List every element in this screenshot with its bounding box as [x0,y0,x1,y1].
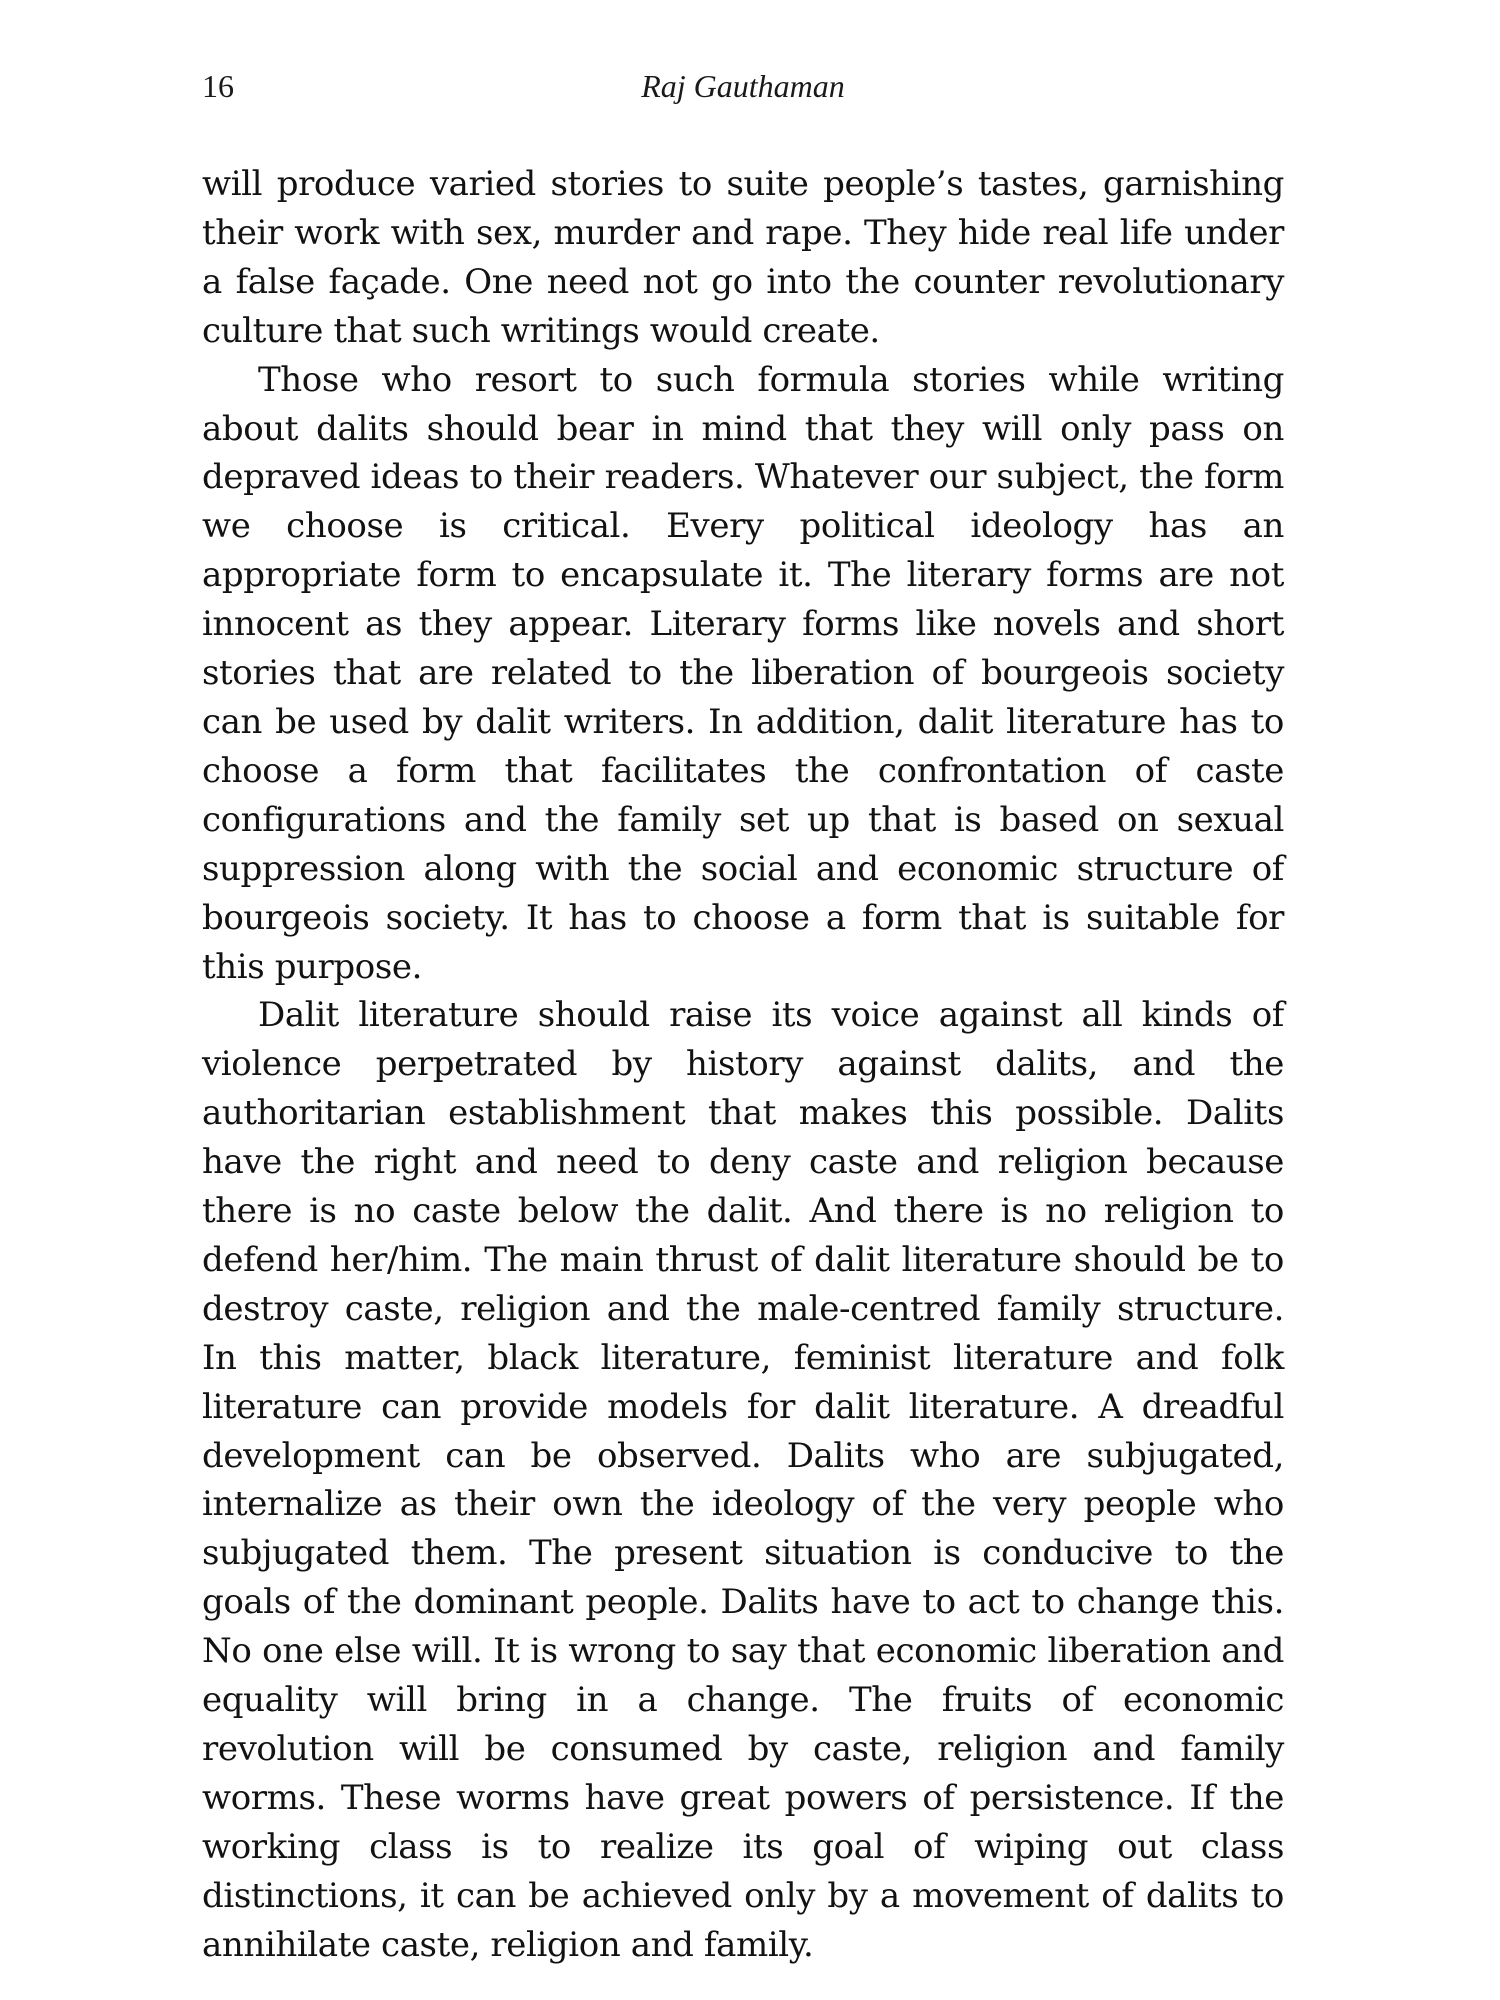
paragraph-2: Those who resort to such formula stories while writing about dalits should bear in mind that they will only pass on depraved ideas to their readers. Whatever our subject, the form we choose is critical. Every political ideology has an appropriate form to encapsulate it. The literary forms are not innocent as they appear. Literary forms like novels and short stories that are related to the liberation of bourgeois society can be used by dalit writers. In addition, dalit literature has to choose a form that facilitates the confrontation of caste configurations and the family set up that is based on sexual suppression along with the social and economic structure of bourgeois society. It has to choose a form that is suitable for this purpose. [202,359,1284,987]
page-number: 16 [202,68,234,104]
running-title: Raj Gauthaman [641,68,845,104]
body-text [202,160,1284,1970]
paragraph-3: Dalit literature should raise its voice against all kinds of violence perpetrated by history against dalits, and the authoritarian establishment that makes this possible. Dalits have the right and need to deny caste and religion because there is no caste below the dalit. And there is no religion to defend her/him. The main thrust of dalit literature should be to destroy caste, religion and the male-centred family structure. In this matter, black literature, feminist literature and folk literature can provide models for dalit literature. A dreadful development can be observed. Dalits who are subjugated, internalize as their own the ideology of the very people who subjugated them. The present situation is conducive to the goals of the dominant people. Dalits have to act to change this. No one else will. It is wrong to say that economic liberation and equality will bring in a change. The fruits of economic revolution will be consumed by caste, religion and family worms. These worms have great powers of persistence. If the working class is to realize its goal of wiping out class distinctions, it can be achieved only by a movement of dalits to annihilate caste, religion and family. [202,995,1284,1965]
running-head [202,66,1284,116]
paragraph-1: will produce varied stories to suite people’s tastes, garnishing their work with sex, murder and rape. They hide real life under a false façade. One need not go into the counter revolutionary culture that such writings would create. [202,164,1284,351]
